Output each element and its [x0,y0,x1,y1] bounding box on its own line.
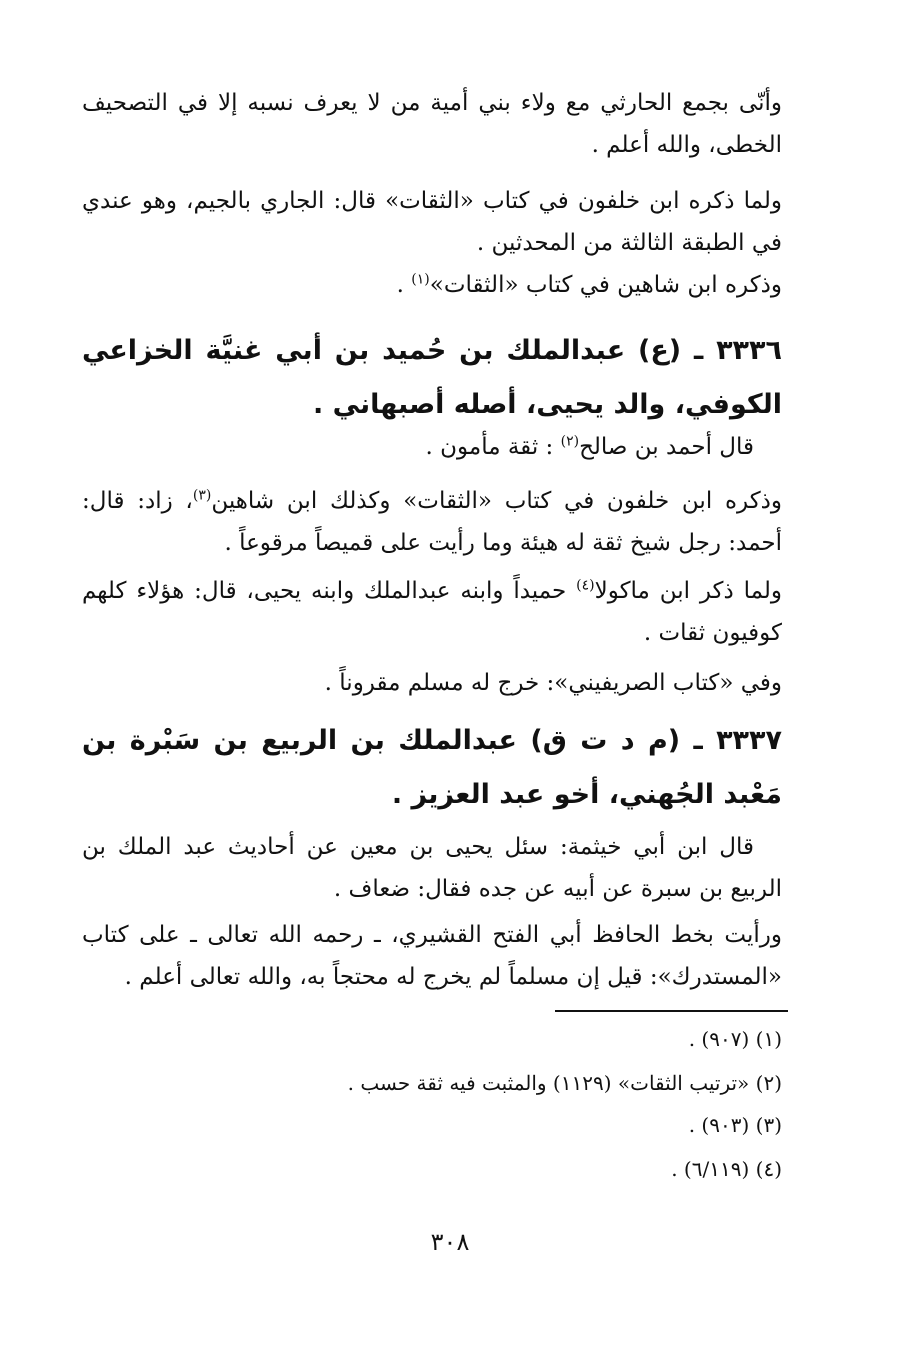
paragraph-sarifini [82,662,782,704]
paragraph-text: ورأيت بخط الحافظ أبي الفتح القشيري، ـ رحمه الله تعالى ـ على كتاب «المستدرك»: قيل إن مسلماً لم يخرج له محتجاً به، والله تعالى أعلم . [82,922,782,990]
footnote-ref-3: (٣) [192,487,212,504]
paragraph-text: ولما ذكره ابن خلفون في كتاب «الثقات» قال: الجاري بالجيم، وهو عندي في الطبقة الثالثة من المحدثين . [82,188,782,256]
paragraph-text-end: : ثقة مأمون . [425,434,561,460]
paragraph-ahmad-ibn-salih [82,426,782,468]
footnote-3: (٣) (٩٠٣) . [688,1113,782,1137]
paragraph-ibn-makula [82,570,782,654]
footnote-ref-4: (٤) [576,577,595,594]
paragraph-text-end: ، زاد: قال: أحمد: رجل شيخ ثقة له هيئة وما رأيت على قميصاً مرقوعاً . [82,488,782,556]
footnote-ref-2: (٢) [560,433,580,450]
footnote-2: (٢) «ترتيب الثقات» (١١٢٩) والمثبت فيه ثقة حسب . [347,1071,782,1095]
paragraph-text-end: حميداً وابنه عبدالملك وابنه يحيى، قال: هؤلاء كلهم كوفيون ثقات . [82,578,782,646]
paragraph-continuation [82,82,782,166]
paragraph-text: وذكره ابن شاهين في كتاب «الثقات» [429,272,782,298]
paragraph-qushayri [82,914,782,998]
paragraph-text: قال أحمد بن صالح [579,434,754,460]
page-number: ٣٠٨ [430,1228,470,1256]
paragraph-thiqat-zad [82,480,782,564]
paragraph-ibn-khalfun [82,180,782,264]
footnote-1: (١) (٩٠٧) . [688,1027,782,1051]
paragraph-ibn-shahin [82,264,782,306]
paragraph-text: وأنّى بجمع الحارثي مع ولاء بني أمية من لا يعرف نسبه إلا في التصحيف الخطى، والله أعلم . [82,90,782,158]
entry-heading-3337: ٣٣٣٧ ـ (م د ت ق) عبدالملك بن الربيع بن سَبْرة بن مَعْبد الجُهني، أخو عبد العزيز . [82,725,782,810]
paragraph-ibn-abi-khaythama [82,826,782,910]
paragraph-text: وذكره ابن خلفون في كتاب «الثقات» وكذلك ابن شاهين [211,488,782,514]
footnote-4: (٤) (٦/١١٩) . [671,1157,782,1181]
footnote-ref-1: (١) [411,271,430,288]
footnote-separator [555,1010,788,1012]
paragraph-text-end: . [396,272,412,298]
paragraph-text: وفي «كتاب الصريفيني»: خرج له مسلم مقروناً . [324,670,782,696]
paragraph-text: قال ابن أبي خيثمة: سئل يحيى بن معين عن أحاديث عبد الملك بن الربيع بن سبرة عن أبيه عن جده فقال: ضعاف . [82,834,782,902]
entry-heading-3336: ٣٣٣٦ ـ (ع) عبدالملك بن حُميد بن أبي غنيَّة الخزاعي الكوفي، والد يحيى، أصله أصبهاني . [82,335,782,420]
paragraph-text: ولما ذكر ابن ماكولا [594,578,782,604]
